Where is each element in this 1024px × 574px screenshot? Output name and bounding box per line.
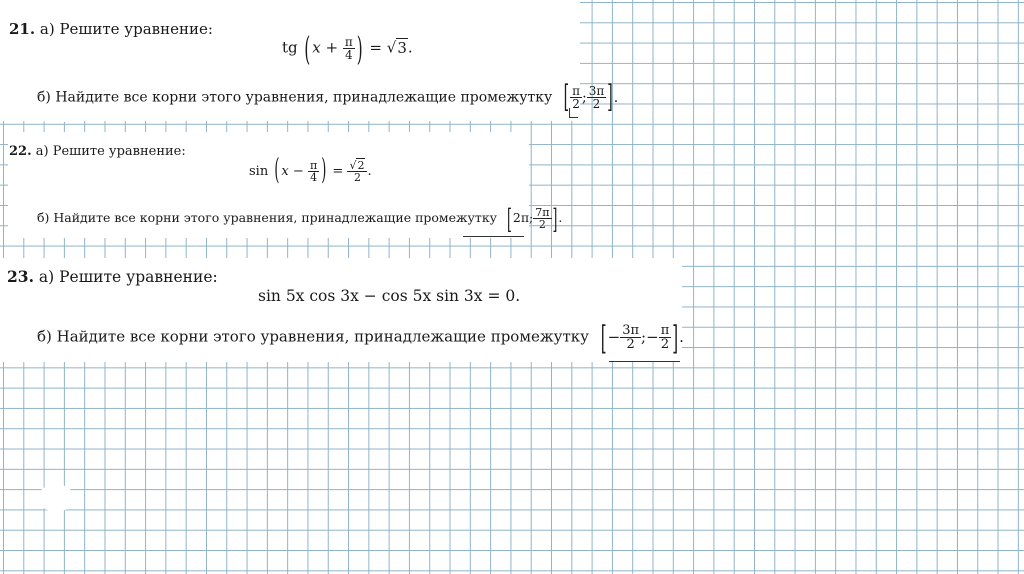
problem-number: 23. — [7, 267, 34, 286]
part-a-label: а) Решите уравнение: — [35, 144, 186, 159]
white-smudge — [40, 113, 70, 123]
problem-number: 22. — [9, 144, 32, 159]
problem-23-part-a — [7, 267, 218, 286]
white-smudge — [38, 484, 74, 512]
problem-21-part-a — [9, 20, 213, 38]
scan-artifact — [609, 361, 680, 362]
problem-21-card — [0, 0, 619, 121]
problem-23-card — [0, 258, 682, 362]
problem-21-part-b: б) Найдите все корни этого уравнения, принадлежащие промежутку [ $\frac{\pi}{2}$ ; $\frac{3\pi}{2}$ ]. — [37, 79, 619, 116]
problem-23-equation: sin 5x cos 3x − cos 5x sin 3x = 0. — [258, 287, 521, 305]
problem-number: 21. — [9, 20, 36, 38]
scan-artifact — [463, 236, 524, 237]
fraction: $\frac{\pi}{4}$ — [344, 35, 353, 62]
scan-artifact — [569, 108, 578, 118]
problem-23-part-b: б) Найдите все корни этого уравнения, принадлежащие промежутку [− $\frac{3\pi}{2}$ ;− $\frac{\pi}{2}$ ]. — [37, 317, 684, 358]
problem-22-equation: sin ( x − $\frac{\pi}{4}$ ) = $\frac{√2}{2}$ . — [249, 155, 372, 188]
problem-22-part-b: б) Найдите все корни этого уравнения, принадлежащие промежутку [2π; $\frac{7\pi}{2}$ ]. — [37, 202, 563, 235]
part-a-label: а) Решите уравнение: — [38, 268, 218, 286]
interval: [− $\frac{3\pi}{2}$ ;− $\frac{\pi}{2}$ ]. — [600, 317, 684, 358]
problem-22-part-a — [9, 144, 186, 159]
part-a-label: а) Решите уравнение: — [39, 20, 213, 38]
problem-21-equation: tg ( x + $\frac{\pi}{4}$ ) = √3. — [282, 28, 413, 69]
problem-22-card — [8, 132, 563, 238]
interval: [ $\frac{\pi}{2}$ ; $\frac{3\pi}{2}$ ]. — [563, 79, 619, 116]
interval: [2π; $\frac{7\pi}{2}$ ]. — [506, 202, 563, 235]
